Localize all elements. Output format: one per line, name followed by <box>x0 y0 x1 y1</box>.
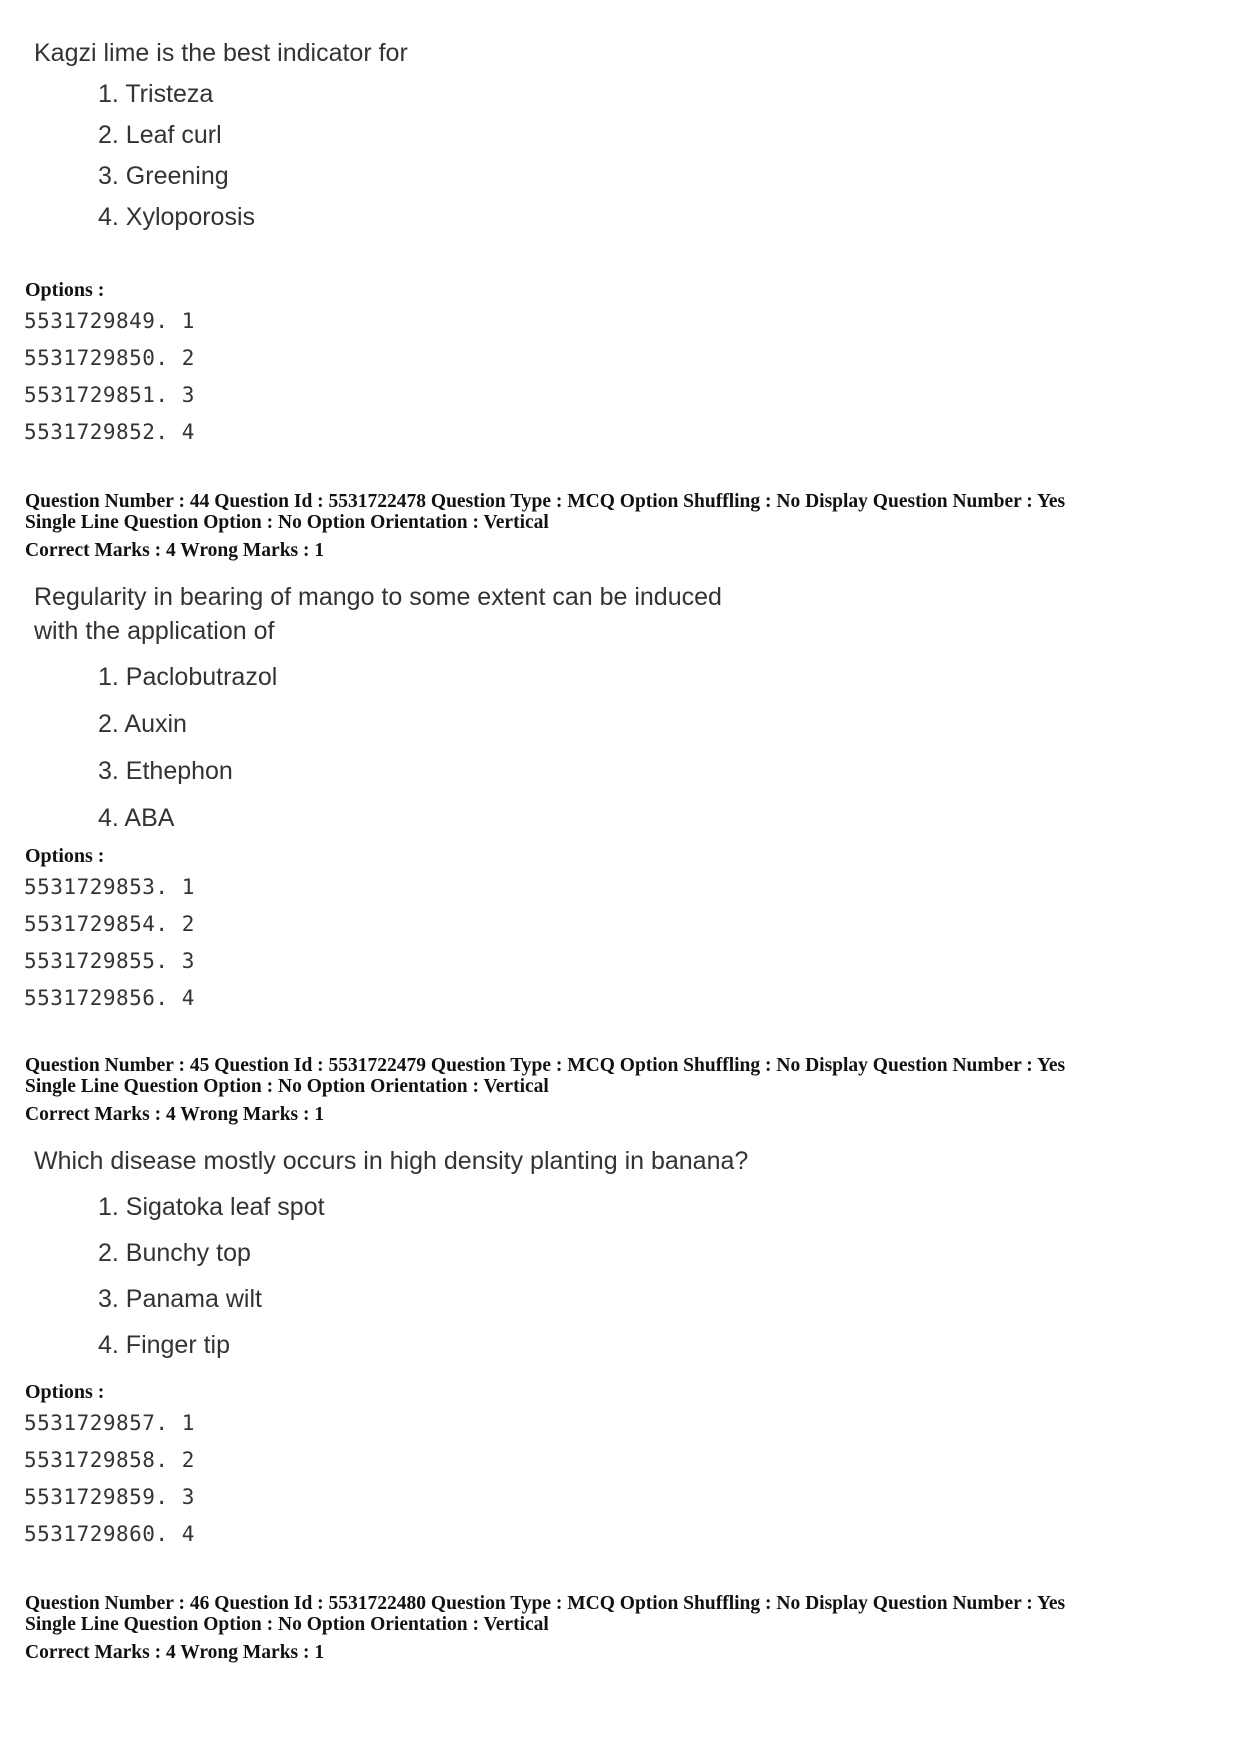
question-stem: Kagzi lime is the best indicator for <box>34 39 408 67</box>
choice-item: 4. Xyloporosis <box>98 203 256 231</box>
question-stem: Which disease mostly occurs in high density planting in banana? <box>34 1147 749 1175</box>
choice-item: 2. Auxin <box>98 710 187 738</box>
option-row: 5531729850. 2 <box>24 346 195 370</box>
question-meta-line2: Single Line Question Option : No Option Orientation : Vertical <box>25 1076 549 1097</box>
choice-item: 1. Paclobutrazol <box>98 663 278 691</box>
choice-item: 2. Bunchy top <box>98 1239 251 1267</box>
option-row: 5531729851. 3 <box>24 383 195 407</box>
option-row: 5531729854. 2 <box>24 912 195 936</box>
option-row: 5531729860. 4 <box>24 1522 195 1546</box>
option-row: 5531729852. 4 <box>24 420 195 444</box>
choice-item: 1. Tristeza <box>98 80 214 108</box>
question-image <box>34 36 408 234</box>
question-marks: Correct Marks : 4 Wrong Marks : 1 <box>25 1642 325 1663</box>
question-meta: Question Number : 45 Question Id : 5531722479 Question Type : MCQ Option Shuffling : No Display Question Number : Yes <box>25 1055 1066 1076</box>
question-marks: Correct Marks : 4 Wrong Marks : 1 <box>25 1104 325 1125</box>
question-marks: Correct Marks : 4 Wrong Marks : 1 <box>25 540 325 561</box>
question-image <box>34 1144 748 1362</box>
choice-item: 3. Greening <box>98 162 229 190</box>
choice-item: 3. Panama wilt <box>98 1285 262 1313</box>
question-meta-line2: Single Line Question Option : No Option Orientation : Vertical <box>25 512 549 533</box>
choice-item: 1. Sigatoka leaf spot <box>98 1193 325 1221</box>
choice-item: 4. ABA <box>98 804 175 832</box>
choice-item: 3. Ethephon <box>98 757 233 785</box>
question-image <box>34 580 722 835</box>
question-stem: Regularity in bearing of mango to some extent can be induced <box>34 583 722 611</box>
question-stem: with the application of <box>34 617 275 645</box>
question-meta-line2: Single Line Question Option : No Option Orientation : Vertical <box>25 1614 549 1635</box>
option-row: 5531729855. 3 <box>24 949 195 973</box>
options-label: Options : <box>25 279 105 301</box>
option-row: 5531729858. 2 <box>24 1448 195 1472</box>
option-row: 5531729859. 3 <box>24 1485 195 1509</box>
options-label: Options : <box>25 845 105 867</box>
options-label: Options : <box>25 1381 105 1403</box>
question-meta: Question Number : 46 Question Id : 5531722480 Question Type : MCQ Option Shuffling : No Display Question Number : Yes <box>25 1593 1066 1614</box>
option-row: 5531729849. 1 <box>24 309 195 333</box>
option-row: 5531729853. 1 <box>24 875 195 899</box>
choice-item: 2. Leaf curl <box>98 121 222 149</box>
choice-item: 4. Finger tip <box>98 1331 231 1359</box>
option-row: 5531729857. 1 <box>24 1411 195 1435</box>
question-meta: Question Number : 44 Question Id : 5531722478 Question Type : MCQ Option Shuffling : No Display Question Number : Yes <box>25 491 1066 512</box>
option-row: 5531729856. 4 <box>24 986 195 1010</box>
